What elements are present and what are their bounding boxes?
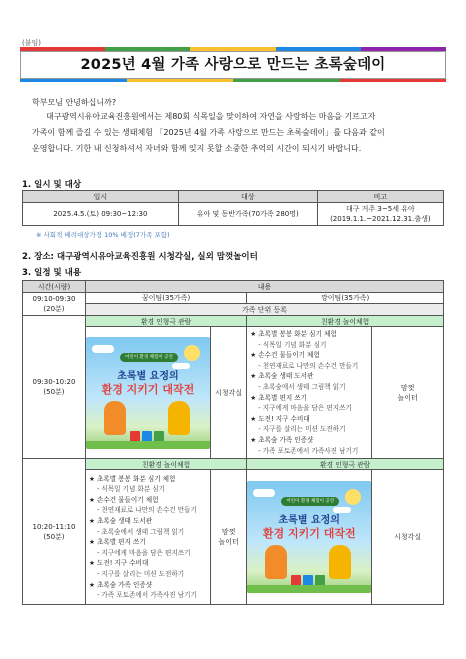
attachment-tag: (붙임) <box>22 39 41 47</box>
poster-title-line-1: 초록별 요정의 <box>278 515 340 527</box>
activity-detail: - 천연재료로 나만의 손수건 만들기 <box>250 361 368 372</box>
activity-detail: - 천연재료로 나만의 손수건 만들기 <box>89 505 207 516</box>
row2-time: 09:30-10:20 <box>32 378 76 387</box>
group-b-label: 깡이팀(35가족) <box>247 293 444 304</box>
section-1-heading: 1. 일시 및 대상 <box>22 180 82 190</box>
program-schedule-table <box>22 280 444 605</box>
sun-icon <box>184 345 200 361</box>
activity-detail: - 초록숲에서 생태 그림책 읽기 <box>89 527 207 538</box>
schedule-target-table <box>22 190 444 226</box>
row2-right-place-line-1: 맘껏 <box>400 383 415 392</box>
priority-note: ※ 사회적 배려대상가정 10% 배정(7가족 포함) <box>36 231 170 239</box>
activity-detail: - 가족 포토존에서 가족사진 남기기 <box>89 590 207 601</box>
section-2-heading: 2. 장소: 대구광역시유아교육진흥원 시청각실, 실외 맘껏놀이터 <box>22 252 258 262</box>
activity-item: ★ 초록별 봉봉 화분 심기 체험 <box>250 329 368 340</box>
row1-duration: (20분) <box>43 305 65 313</box>
row3-poster-cell <box>247 470 372 605</box>
row1-time-cell <box>23 293 86 316</box>
poster-tagline: 어린이 환경 체험이 공연 <box>120 353 178 362</box>
title-banner <box>20 47 446 83</box>
row3-right-subheader: 환경 인형극 관람 <box>247 459 444 470</box>
date-cell: 2025.4.5.(토) 09:30~12:30 <box>23 203 179 226</box>
puppet-character-icon <box>168 401 190 435</box>
row2-duration: (50분) <box>43 388 65 397</box>
section-3-heading: 3. 일정 및 내용 <box>22 268 82 278</box>
activity-detail: - 지구에게 마음을 담은 편지쓰기 <box>89 548 207 559</box>
header-time: 시간(시량) <box>23 281 86 293</box>
activity-item: ★ 초록별 편지 쓰기 <box>89 537 207 548</box>
activity-detail: - 가족 포토존에서 가족사진 남기기 <box>250 446 368 457</box>
remark-line-1: 대구 거주 3~5세 유아 <box>345 205 415 213</box>
row3-right-place: 시청각실 <box>372 470 444 605</box>
row3-duration: (50분) <box>43 532 65 541</box>
row3-left-place <box>210 470 246 605</box>
row3-time: 10:20-11:10 <box>32 522 76 531</box>
poster-title-line-2: 환경 지키기 대작전 <box>101 382 195 396</box>
activity-detail: - 지구를 살리는 미션 도전하기 <box>250 424 368 435</box>
poster-title-line-1: 초록별 요정의 <box>117 370 179 382</box>
intro-line-3: 운영합니다. 기한 내 신청하셔서 자녀와 함께 잊지 못할 소중한 추억의 시간이 되시기 바랍니다. <box>32 144 362 153</box>
header-target: 대상 <box>178 191 317 203</box>
header-content: 내용 <box>85 281 443 293</box>
remark-cell <box>317 203 443 226</box>
activity-item: ★ 손수건 물들이기 체험 <box>250 350 368 361</box>
row2-left-place: 시청각실 <box>210 327 246 459</box>
intro-line-1: 대구광역시유아교육진흥원에서는 제80회 식목일을 맞이하여 자연을 사랑하는 마음을 기르고자 <box>46 112 376 121</box>
row2-right-place-line-2: 놀이터 <box>397 393 418 402</box>
sun-icon <box>345 489 361 505</box>
row3-activity-list <box>85 470 210 605</box>
activity-detail: - 초록숲에서 생태 그림책 읽기 <box>250 382 368 393</box>
activity-detail: - 지구에게 마음을 담은 편지쓰기 <box>250 403 368 414</box>
activity-detail: - 식목일 기념 화분 심기 <box>89 484 207 495</box>
title-color-strip-bottom <box>20 79 446 82</box>
page-title: 2025년 4월 가족 사랑으로 만드는 초록숲데이 <box>20 51 446 79</box>
group-a-label: 꿈이팀(35가족) <box>85 293 246 304</box>
greeting-text: 학부모님 안녕하십니까? <box>32 98 117 107</box>
activity-item: ★ 초록숲 생태 도서관 <box>89 516 207 527</box>
row2-right-subheader: 친환경 놀이체험 <box>247 316 444 327</box>
activity-item: ★ 초록별 편지 쓰기 <box>250 393 368 404</box>
poster-tagline: 어린이 환경 체험이 공연 <box>281 497 339 506</box>
activity-item: ★ 초록숲 가족 인증샷 <box>250 435 368 446</box>
activity-item: ★ 초록숲 가족 인증샷 <box>89 580 207 591</box>
header-remark: 비고 <box>317 191 443 203</box>
row2-left-subheader: 환경 인형극 관람 <box>85 316 246 327</box>
row1-time: 09:10-09:30 <box>32 295 76 303</box>
row3-left-place-line-1: 맘껏 <box>221 528 236 537</box>
activity-item: ★ 초록별 봉봉 화분 심기 체험 <box>89 474 207 485</box>
activity-item: ★ 도전! 지구 수비대 <box>89 558 207 569</box>
row3-left-subheader: 친환경 놀이체험 <box>85 459 246 470</box>
poster-title-line-2: 환경 지키기 대작전 <box>262 527 356 541</box>
row2-activity-list <box>247 327 372 459</box>
puppet-character-icon <box>104 401 126 435</box>
row2-time-cell <box>23 316 86 459</box>
activity-item: ★ 도전! 지구 수비대 <box>250 414 368 425</box>
intro-line-2: 가족이 함께 즐길 수 있는 생태체험 「2025년 4월 가족 사랑으로 만드는 초록숲데이」를 다음과 같이 <box>32 128 385 137</box>
puppet-character-icon <box>329 545 351 579</box>
header-date: 일시 <box>23 191 179 203</box>
row3-time-cell <box>23 459 86 605</box>
puppet-character-icon <box>265 545 287 579</box>
puppet-show-poster <box>86 337 210 449</box>
puppet-show-poster <box>247 481 371 593</box>
row2-right-place <box>372 327 444 459</box>
row3-left-place-line-2: 놀이터 <box>218 538 239 547</box>
activity-detail: - 식목일 기념 화분 심기 <box>250 340 368 351</box>
row2-poster-cell <box>85 327 210 459</box>
registration-cell: 가족 단위 등록 <box>85 304 443 316</box>
remark-line-2: (2019.1.1.~2021.12.31.출생) <box>330 215 431 223</box>
activity-item: ★ 손수건 물들이기 체험 <box>89 495 207 506</box>
target-cell: 유아 및 동반가족(70가족 280명) <box>178 203 317 226</box>
activity-detail: - 지구를 살리는 미션 도전하기 <box>89 569 207 580</box>
activity-item: ★ 초록숲 생태 도서관 <box>250 371 368 382</box>
